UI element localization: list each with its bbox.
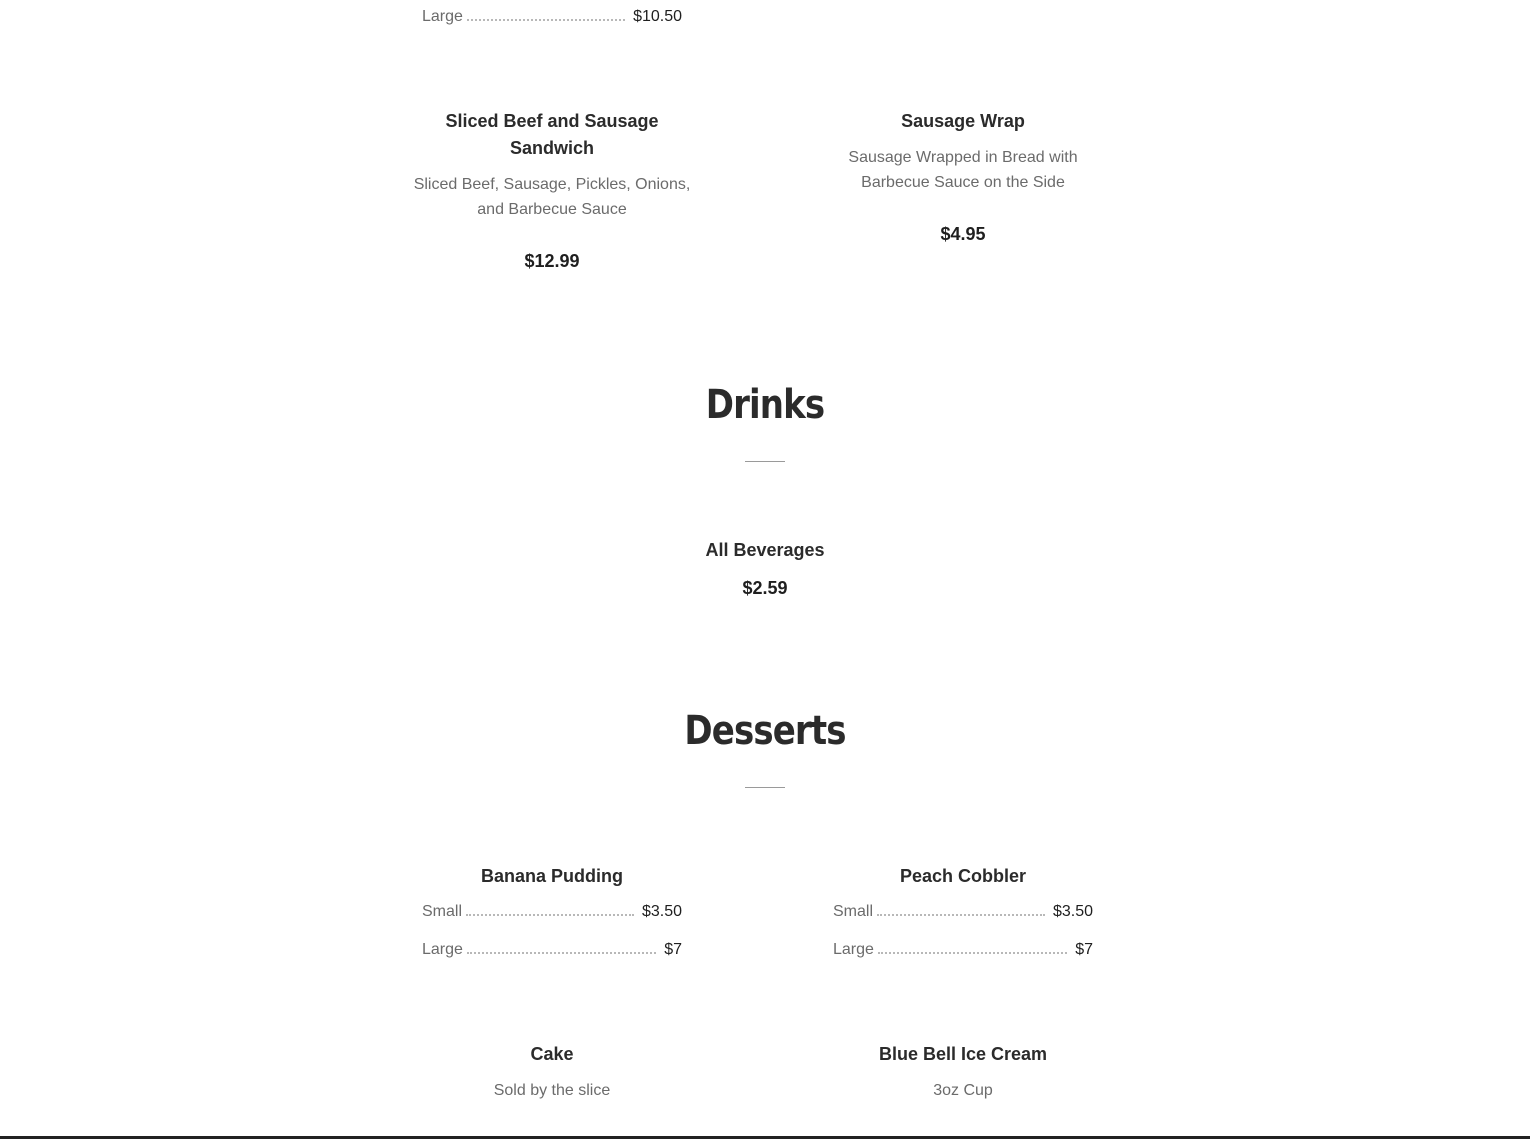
size-price: $3.50 xyxy=(641,903,682,920)
size-row-large xyxy=(422,941,682,963)
section-divider xyxy=(745,787,785,788)
dot-leader xyxy=(467,942,656,954)
item-price: $2.59 xyxy=(742,578,788,598)
menu-item-sliced-beef-sausage-sandwich xyxy=(402,108,702,273)
item-desc-line: Sausage Wrapped in Bread with xyxy=(848,149,1078,166)
item-description xyxy=(402,172,702,222)
section-divider xyxy=(745,461,785,462)
menu-item-peach-cobbler xyxy=(813,863,1113,890)
size-row-large xyxy=(422,8,682,30)
item-title: Peach Cobbler xyxy=(899,866,1027,886)
menu-item-banana-pudding xyxy=(402,863,702,890)
size-row-small xyxy=(833,903,1093,925)
menu-item-blue-bell-ice-cream xyxy=(813,1041,1113,1103)
menu-item-all-beverages xyxy=(615,537,915,600)
size-price: $7 xyxy=(1075,941,1093,958)
size-label: Large xyxy=(422,8,463,25)
size-label: Small xyxy=(422,903,463,920)
item-title: All Beverages xyxy=(705,540,825,560)
item-description xyxy=(813,145,1113,195)
size-row-large xyxy=(833,941,1093,963)
item-title: Sausage Wrap xyxy=(901,111,1025,131)
item-desc-line: Barbecue Sauce on the Side xyxy=(861,174,1065,191)
item-desc-line: Sliced Beef, Sausage, Pickles, Onions, xyxy=(413,176,691,193)
size-price: $7 xyxy=(664,941,682,958)
size-label: Large xyxy=(422,941,463,958)
item-title: Banana Pudding xyxy=(480,866,623,886)
menu-item-cake xyxy=(402,1041,702,1103)
size-label: Small xyxy=(833,903,874,920)
menu-item-sausage-wrap xyxy=(813,108,1113,246)
item-title-line: Sliced Beef and Sausage xyxy=(445,111,659,131)
item-title xyxy=(402,108,702,162)
dot-leader xyxy=(878,942,1067,954)
item-price: $4.95 xyxy=(940,224,986,244)
size-price: $3.50 xyxy=(1052,903,1093,920)
item-description: 3oz Cup xyxy=(933,1082,993,1099)
size-label: Large xyxy=(833,941,874,958)
item-price: $12.99 xyxy=(524,251,580,271)
section-heading-drinks: Drinks xyxy=(705,382,825,428)
item-title-line: Sandwich xyxy=(509,138,594,158)
size-price: $10.50 xyxy=(633,8,682,25)
section-heading-desserts: Desserts xyxy=(684,708,846,754)
item-description: Sold by the slice xyxy=(493,1082,611,1099)
dot-leader xyxy=(467,9,625,21)
dot-leader xyxy=(877,904,1045,916)
dot-leader xyxy=(466,904,634,916)
item-title: Blue Bell Ice Cream xyxy=(878,1044,1048,1064)
item-title: Cake xyxy=(530,1044,574,1064)
size-row-small xyxy=(422,903,682,925)
item-desc-line: and Barbecue Sauce xyxy=(477,201,627,218)
